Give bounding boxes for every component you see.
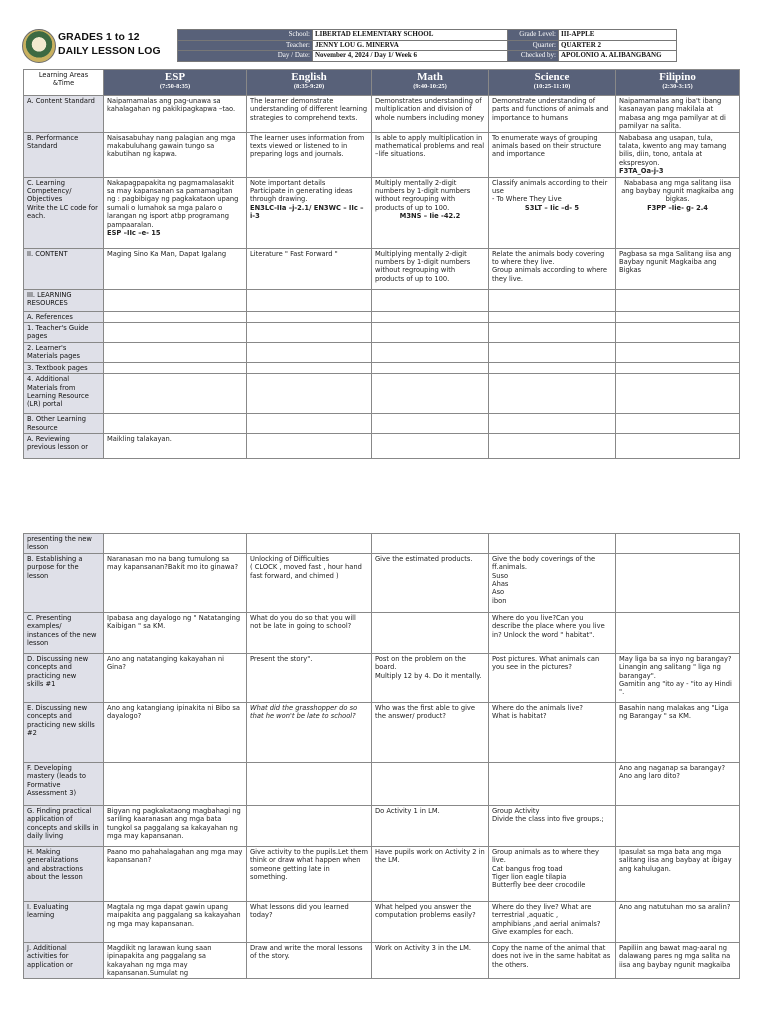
cell-text: Post on the problem on the board. Multiply 12 by 4. Do it mentally.	[375, 654, 482, 680]
lc-code: EN3LC-IIa –j-2.1/ EN3WC – IIc –i-3	[250, 203, 364, 221]
subject-name: ESP	[164, 71, 186, 83]
table-cell	[616, 805, 740, 846]
title-line-2: DAILY LESSON LOG	[58, 45, 161, 57]
cell-text: Ipasulat sa mga bata ang mga salitang iisa ang baybay at ibigay ang kahulugan.	[619, 847, 732, 873]
checked-by-label: Checked by:	[508, 51, 559, 62]
row-label: B. Other Learning Resource	[24, 414, 104, 434]
table-row	[24, 289, 740, 311]
cell-text: Maikling talakayan.	[107, 434, 172, 443]
table-row	[24, 132, 740, 177]
deped-seal-icon	[22, 29, 56, 63]
cell-text: Pagbasa sa mga Salitang iisa ang Baybay ngunit Magkaiba ang Bigkas	[619, 249, 732, 275]
table-cell	[616, 289, 740, 311]
cell-text: Ano ang katangiang ipinakita ni Bibo sa dayalogo?	[107, 703, 240, 721]
table-cell	[372, 702, 489, 762]
table-cell	[489, 289, 616, 311]
table-cell	[616, 433, 740, 458]
subject-time: (8:35-9:20)	[293, 83, 325, 90]
table-cell	[247, 653, 372, 702]
cell-text: Is able to apply multiplication in mathematical problems and real –life situations.	[375, 133, 485, 159]
table-cell	[372, 132, 489, 177]
subject-header-english	[247, 70, 372, 96]
table-row	[24, 177, 740, 248]
table-cell	[489, 177, 616, 248]
cell-text: Basahin nang malakas ang "Liga ng Barangay " sa KM.	[619, 703, 729, 721]
table-cell	[616, 311, 740, 322]
table-cell	[104, 846, 247, 901]
lc-code: M3NS – Iie -42.2	[399, 212, 461, 221]
table-row	[24, 323, 740, 343]
table-cell	[372, 846, 489, 901]
cell-text: May liga ba sa inyo ng barangay? Linangin ang salitang " liga ng barangay". Gamitin ang "ito ay - "ito ay Hindi ".	[619, 654, 732, 697]
lc-code: ESP –IIc –e- 15	[107, 229, 161, 238]
table-row	[24, 311, 740, 322]
table-cell	[616, 96, 740, 133]
cell-text: What do you do so that you will not be late in going to school?	[250, 613, 356, 631]
cell-text: Magdikit ng larawan kung saan ipinapakita ang paggalang sa kakayahan ng mga may kapansanan.Sumulat ng	[107, 943, 212, 978]
row-label: G. Finding practical application of concepts and skills in daily living	[24, 805, 104, 846]
table-cell	[489, 414, 616, 434]
table-cell	[372, 901, 489, 942]
document-header	[22, 29, 746, 62]
subject-time: (7:50-8:35)	[159, 83, 191, 90]
cell-text: To enumerate ways of grouping animals based on their structure and importance	[492, 133, 602, 159]
table-cell	[616, 362, 740, 373]
table-cell	[616, 323, 740, 343]
cell-text: Papiliin ang bawat mag-aaral ng dalawang pares ng mga salita na iisa ang baybay ngunit magkaiba	[619, 943, 731, 969]
table-cell	[247, 177, 372, 248]
row-label: C. Presenting examples/ instances of the new lesson	[24, 612, 104, 653]
table-cell	[104, 323, 247, 343]
table-cell	[372, 805, 489, 846]
table-row	[24, 553, 740, 612]
table-cell	[616, 702, 740, 762]
cell-text: Post pictures. What animals can you see in the pictures?	[492, 654, 600, 672]
subject-time: (2:30-3:15)	[662, 83, 693, 90]
lc-code: F3PP –Iie- g- 2.4	[647, 203, 708, 212]
table-cell	[372, 374, 489, 414]
table-row	[24, 653, 740, 702]
quarter-value: QUARTER 2	[559, 40, 677, 51]
table-row	[24, 414, 740, 434]
table-cell	[247, 342, 372, 362]
day-date-value: November 4, 2024 / Day 1/ Week 6	[313, 51, 508, 62]
table-cell	[372, 311, 489, 322]
cell-text: Naranasan mo na bang tumulong sa may kapansanan?Bakit mo ito ginawa?	[107, 554, 238, 572]
row-label: C. Learning Competency/ Objectives Write the LC code for each.	[24, 177, 104, 248]
subject-header-math	[372, 70, 489, 96]
cell-text: Maging Sino Ka Man, Dapat Igalang	[107, 249, 227, 258]
table-cell	[104, 762, 247, 805]
table-cell	[247, 901, 372, 942]
table-row	[24, 534, 740, 554]
cell-text: Demonstrate understanding of parts and functions of animals and importance to humans	[492, 97, 609, 122]
table-cell	[104, 132, 247, 177]
row-label: 2. Learner's Materials pages	[24, 342, 104, 362]
table-cell	[247, 132, 372, 177]
table-cell	[489, 132, 616, 177]
table-cell	[616, 177, 740, 248]
day-date-label: Day / Date:	[178, 51, 313, 62]
table-cell	[247, 362, 372, 373]
cell-text: Where do the animals live? What is habitat?	[492, 703, 583, 721]
cell-text: Where do you live?Can you describe the place where you live in? Unlock the word " habitat".	[492, 613, 605, 639]
school-label: School:	[178, 30, 313, 41]
table-cell	[247, 248, 372, 289]
table-row	[24, 342, 740, 362]
table-cell	[104, 362, 247, 373]
table-cell	[372, 653, 489, 702]
info-table	[177, 29, 677, 62]
table-row	[24, 901, 740, 942]
table-cell	[104, 433, 247, 458]
table-cell	[489, 702, 616, 762]
cell-text: Multiplying mentally 2-digit numbers by 1-digit numbers without regrouping with products of up to 100.	[375, 249, 471, 283]
grade-level-value: III-APPLE	[559, 30, 677, 41]
table-cell	[372, 96, 489, 133]
table-cell	[372, 942, 489, 979]
cell-text: The learner demonstrate understanding of different learning strategies to comprehend texts.	[250, 97, 368, 122]
table-cell	[247, 942, 372, 979]
table-cell	[616, 374, 740, 414]
cell-text: Who was the first able to give the answer/ product?	[375, 703, 475, 721]
cell-text: Classify animals according to their use - To Where They Live	[492, 178, 608, 204]
table-cell	[247, 323, 372, 343]
table-cell	[104, 414, 247, 434]
table-cell	[616, 762, 740, 805]
table-row	[24, 805, 740, 846]
cell-text: Do Activity 1 in LM.	[375, 806, 440, 815]
table-cell	[372, 289, 489, 311]
cell-text: Bigyan ng pagkakataong magbahagi ng sariling kaaranasan ang mga bata tungkol sa paggalang sa kakayahan ng mga may kapansanan.	[107, 806, 241, 841]
table-cell	[104, 553, 247, 612]
table-cell	[616, 248, 740, 289]
table-cell	[372, 534, 489, 554]
cell-text: Copy the name of the animal that does not ive in the same habitat as the others.	[492, 943, 611, 969]
cell-text: Work on Activity 3 in the LM.	[375, 943, 471, 952]
table-cell	[489, 805, 616, 846]
cell-text: Naipamamalas ang iba't ibang kasanayan pang makilala at mabasa ang mga pamilyar at di pamilyar na salita.	[619, 97, 726, 131]
cell-text: Give the body coverings of the ff.animals. Suso Ahas Aso ibon	[492, 554, 596, 605]
cell-text: The learner uses information from texts viewed or listened to in preparing logs and journals.	[250, 133, 365, 159]
subject-name: English	[291, 71, 327, 83]
table-row	[24, 762, 740, 805]
table-cell	[489, 311, 616, 322]
row-label: H. Making generalizations and abstractions about the lesson	[24, 846, 104, 901]
table-row	[24, 96, 740, 133]
cell-text: Demonstrates understanding of multiplication and division of whole numbers including money	[375, 97, 485, 122]
cell-text: Where do they live? What are terrestrial ,aquatic , amphibians ,and aerial animals? Give examples for each.	[492, 902, 601, 937]
table-row	[24, 374, 740, 414]
table-cell	[104, 311, 247, 322]
row-label: J. Additional activities for application or	[24, 942, 104, 979]
cell-text: Naipamamalas ang pag-unawa sa kahalagahan ng pakikipagkapwa –tao.	[107, 97, 236, 114]
subject-time: (9:40-10:25)	[413, 83, 447, 90]
cell-text: Ipabasa ang dayalogo ng " Natatanging Kaibigan " sa KM.	[107, 613, 241, 631]
row-label: 4. Additional Materials from Learning Resource (LR) portal	[24, 374, 104, 414]
table-cell	[247, 612, 372, 653]
row-label: 1. Teacher's Guide pages	[24, 323, 104, 343]
row-label: E. Discussing new concepts and practicing new skills #2	[24, 702, 104, 762]
table-cell	[372, 433, 489, 458]
cell-text: Give activity to the pupils.Let them think or draw what happen when someone getting late in something.	[250, 847, 368, 882]
cell-text: Have pupils work on Activity 2 in the LM.	[375, 847, 485, 865]
row-label: presenting the new lesson	[24, 534, 104, 554]
lesson-log-table-page2	[23, 533, 740, 979]
cell-text: Note important details Participate in generating ideas through drawing.	[250, 178, 353, 204]
table-row	[24, 942, 740, 979]
table-cell	[489, 653, 616, 702]
lc-code: F3TA_Oa-j-3	[619, 167, 664, 176]
table-cell	[489, 248, 616, 289]
table-row	[24, 248, 740, 289]
table-cell	[372, 248, 489, 289]
cell-text: Nakapagpapakita ng pagmamalasakit sa may kapansanan sa pamamagitan ng : pagbibigay ng pagkakataon upang sumali o lumahok sa mga palaro o larangan ng isport atbp programang pampaaralan.	[107, 178, 239, 229]
table-cell	[104, 653, 247, 702]
table-cell	[616, 132, 740, 177]
lc-code: S3LT – Iic –d- 5	[524, 203, 580, 212]
table-cell	[104, 374, 247, 414]
subject-header-filipino	[616, 70, 740, 96]
cell-text: Magtala ng mga dapat gawin upang maipakita ang paggalang sa kakayahan ng mga may kapansanan.	[107, 902, 241, 928]
table-cell	[104, 805, 247, 846]
document-title	[58, 31, 161, 58]
cell-text: Ano ang natatanging kakayahan ni Gina?	[107, 654, 225, 672]
table-cell	[372, 612, 489, 653]
table-cell	[489, 374, 616, 414]
table-cell	[247, 311, 372, 322]
table-cell	[372, 177, 489, 248]
grade-level-label: Grade Level:	[508, 30, 559, 41]
table-cell	[489, 901, 616, 942]
cell-text: Give the estimated products.	[375, 554, 473, 563]
table-cell	[247, 374, 372, 414]
table-cell	[247, 553, 372, 612]
checked-by-value: APOLONIO A. ALIBANGBANG	[559, 51, 677, 62]
table-row	[24, 362, 740, 373]
table-cell	[489, 846, 616, 901]
subject-header-row	[24, 70, 740, 96]
table-cell	[489, 942, 616, 979]
row-label: 3. Textbook pages	[24, 362, 104, 373]
teacher-value: JENNY LOU G. MINERVA	[313, 40, 508, 51]
table-cell	[616, 901, 740, 942]
row-label: I. Evaluating learning	[24, 901, 104, 942]
table-cell	[372, 414, 489, 434]
table-cell	[104, 289, 247, 311]
table-row	[24, 612, 740, 653]
row-label: III. LEARNING RESOURCES	[24, 289, 104, 311]
row-label: D. Discussing new concepts and practicing new skills #1	[24, 653, 104, 702]
subject-header-esp	[104, 70, 247, 96]
row-label: A. References	[24, 311, 104, 322]
table-cell	[247, 433, 372, 458]
table-cell	[489, 323, 616, 343]
table-cell	[104, 342, 247, 362]
cell-text: Paano mo pahahalagahan ang mga may kapansanan?	[107, 847, 243, 865]
table-cell	[247, 805, 372, 846]
table-cell	[489, 433, 616, 458]
table-cell	[104, 901, 247, 942]
table-cell	[372, 762, 489, 805]
learning-areas-corner: Learning Areas &Time	[24, 70, 104, 96]
cell-text: Ano ang natutuhan mo sa aralin?	[619, 902, 731, 911]
cell-text: Draw and write the moral lessons of the story.	[250, 943, 363, 961]
table-cell	[247, 96, 372, 133]
table-cell	[247, 702, 372, 762]
table-cell	[489, 553, 616, 612]
subject-name: Science	[534, 71, 570, 83]
row-label: B. Establishing a purpose for the lesson	[24, 553, 104, 612]
table-cell	[247, 762, 372, 805]
cell-text: Unlocking of Difficulties ( CLOCK , moved fast , hour hand fast forward, and chimed )	[250, 554, 362, 580]
table-cell	[372, 323, 489, 343]
table-cell	[616, 342, 740, 362]
quarter-label: Quarter:	[508, 40, 559, 51]
table-cell	[616, 534, 740, 554]
cell-text: Ano ang naganap sa barangay? Ano ang laro dito?	[619, 763, 726, 781]
table-cell	[104, 942, 247, 979]
table-row	[24, 702, 740, 762]
row-label: B. Performance Standard	[24, 132, 104, 177]
cell-text: Relate the animals body covering to where they live. Group animals according to where they live.	[492, 249, 608, 283]
table-cell	[247, 846, 372, 901]
cell-text: Present the story".	[250, 654, 313, 663]
cell-text: Group animals as to where they live. Cat bangus frog toad Tiger lion eagle tilapia Butterfly bee deer crocodile	[492, 847, 599, 890]
table-cell	[616, 414, 740, 434]
cell-text: What lessons did you learned today?	[250, 902, 349, 920]
cell-text: What helped you answer the computation problems easily?	[375, 902, 476, 920]
table-cell	[247, 414, 372, 434]
subject-header-science	[489, 70, 616, 96]
table-cell	[104, 177, 247, 248]
subject-time: (10:25-11:10)	[533, 83, 571, 90]
row-label: II. CONTENT	[24, 248, 104, 289]
title-line-1: GRADES 1 to 12	[58, 32, 140, 43]
school-value: LIBERTAD ELEMENTARY SCHOOL	[313, 30, 508, 41]
table-cell	[372, 553, 489, 612]
table-cell	[104, 534, 247, 554]
cell-text: Nababasa ang mga salitang iisa ang baybay ngunit magkaiba ang bigkas.	[621, 178, 734, 204]
teacher-label: Teacher:	[178, 40, 313, 51]
table-cell	[104, 248, 247, 289]
row-label: A. Content Standard	[24, 96, 104, 133]
table-cell	[489, 534, 616, 554]
table-cell	[104, 612, 247, 653]
table-cell	[489, 612, 616, 653]
row-label: A. Reviewing previous lesson or	[24, 433, 104, 458]
cell-text: Multiply mentally 2-digit numbers by 1-digit numbers without regrouping with products of up to 100.	[375, 178, 471, 212]
table-cell	[372, 342, 489, 362]
cell-text: Naisasabuhay nang palagian ang mga makabuluhang gawain tungo sa kabutihan ng kapwa.	[107, 133, 236, 159]
cell-text: Literature " Fast Forward "	[250, 249, 338, 258]
table-cell	[616, 653, 740, 702]
table-cell	[104, 96, 247, 133]
table-cell	[247, 534, 372, 554]
row-label: F. Developing mastery (leads to Formative Assessment 3)	[24, 762, 104, 805]
table-cell	[104, 702, 247, 762]
cell-text: Nababasa ang usapan, tula, talata, kwento ang may tamang bilis, diin, tono, antala at ekspresyon.	[619, 133, 727, 167]
subject-name: Filipino	[659, 71, 696, 83]
lesson-log-table-page1	[23, 69, 740, 459]
table-cell	[489, 96, 616, 133]
table-cell	[616, 942, 740, 979]
cell-text: Group Activity Divide the class into five groups.;	[492, 806, 604, 824]
table-row	[24, 846, 740, 901]
table-cell	[616, 553, 740, 612]
cell-text: What did the grasshopper do so that he won't be late to school?	[250, 703, 358, 721]
table-cell	[489, 342, 616, 362]
table-cell	[616, 612, 740, 653]
table-cell	[247, 289, 372, 311]
table-cell	[489, 362, 616, 373]
table-cell	[489, 762, 616, 805]
table-cell	[616, 846, 740, 901]
table-row	[24, 433, 740, 458]
table-cell	[372, 362, 489, 373]
subject-name: Math	[417, 71, 443, 83]
